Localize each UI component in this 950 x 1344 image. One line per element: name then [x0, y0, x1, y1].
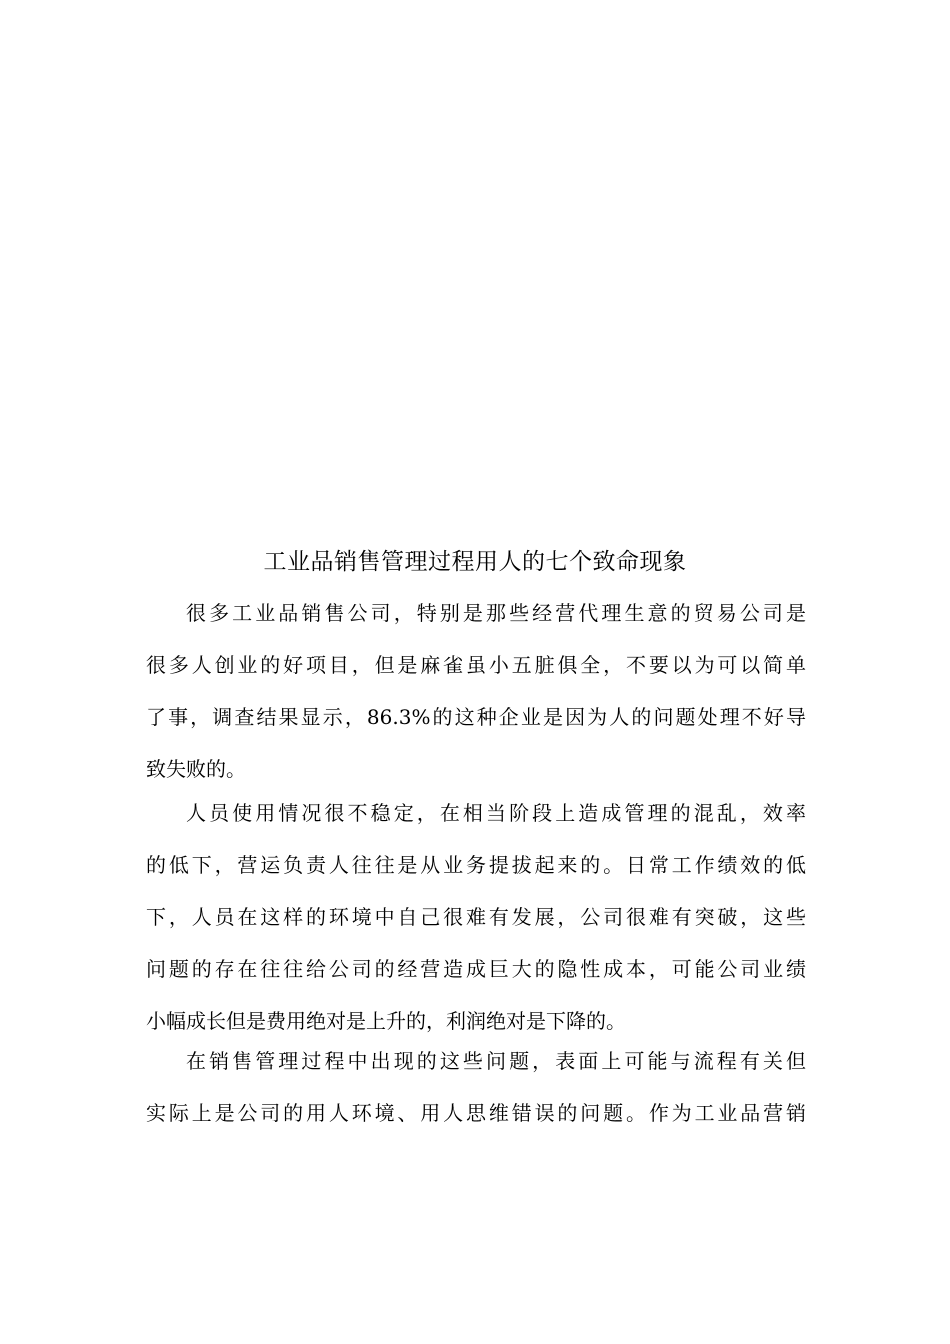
document-title: 工业品销售管理过程用人的七个致命现象: [263, 549, 687, 575]
paragraph-line: 的低下，营运负责人往往是从业务提拔起来的。日常工作绩效的低: [146, 853, 806, 877]
paragraph-line: 致失败的。: [146, 757, 246, 781]
paragraph-3: [146, 1043, 806, 1147]
paragraph-line: 了事，调查结果显示，86.3%的这种企业是因为人的问题处理不好导: [146, 705, 806, 729]
paragraph-2: [146, 795, 806, 1055]
paragraph-line: 下，人员在这样的环境中自己很难有发展，公司很难有突破，这些: [146, 905, 806, 929]
paragraph-line: 小幅成长但是费用绝对是上升的，利润绝对是下降的。: [146, 1009, 626, 1033]
paragraph-line: 问题的存在往往给公司的经营造成巨大的隐性成本，可能公司业绩: [146, 957, 806, 981]
paragraph-line: 很多人创业的好项目，但是麻雀虽小五脏俱全，不要以为可以简单: [146, 653, 806, 677]
paragraph-line: 人员使用情况很不稳定，在相当阶段上造成管理的混乱，效率: [186, 801, 806, 825]
paragraph-line: 很多工业品销售公司，特别是那些经营代理生意的贸易公司是: [186, 601, 806, 625]
paragraph-1: [146, 595, 806, 803]
paragraph-line: 在销售管理过程中出现的这些问题，表面上可能与流程有关但: [186, 1049, 806, 1073]
paragraph-line: 实际上是公司的用人环境、用人思维错误的问题。作为工业品营销: [146, 1101, 806, 1125]
